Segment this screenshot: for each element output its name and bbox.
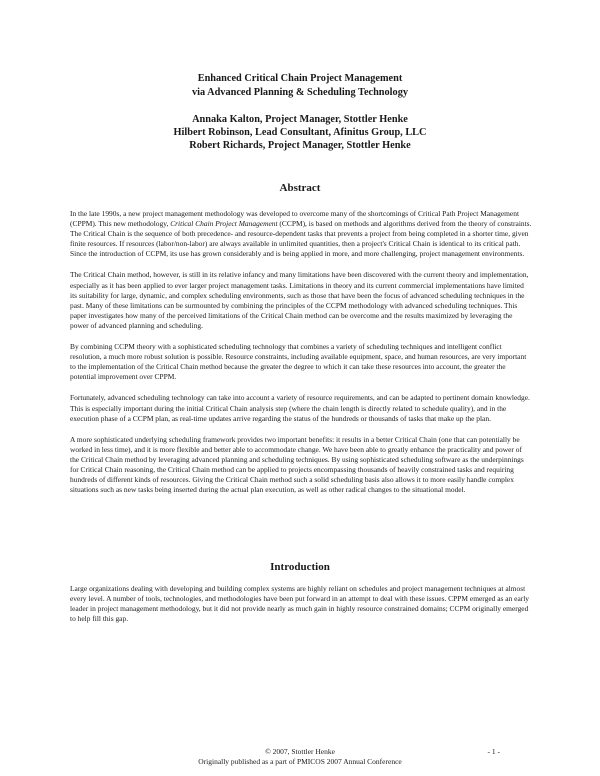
introduction-paragraph-1: Large organizations dealing with developing and building complex systems are highly reliant on schedules and project management techniques at almost every level. A number of tools, technologies, and methodologies have been put forward in an attempt to deal with these issues. CPPM emerged as an early leader in project management methodology, but it did not provide nearly as much gain in highly resource constrained domains; CCPM originally emerged to help fill this gap. bbox=[70, 584, 530, 624]
abstract-paragraph-1-text-a: In the late 1990s, a new project management methodology was developed to overcome many of the shortcomings of Critical Path Project Management (CPPM). This new methodology, bbox=[70, 209, 520, 229]
abstract-paragraph-2: The Critical Chain method, however, is still in its relative infancy and many limitations have been discovered with the current theory and implementation, especially as it has been applied to ever larger project management tasks. Limitations in theory and its current commercial implementations have limited its suitability for large, dynamic, and complex scheduling environments, such as those that have been the focus of advanced scheduling techniques in the past. Many of these limitations can be surmounted by combining the principles of the CCPM methodology with advanced scheduling techniques. This paper investigates how many of the perceived limitations of the Critical Chain method can be overcome and the results maximized by leveraging the power of advanced planning and scheduling. bbox=[70, 270, 529, 330]
abstract-paragraph-4: Fortunately, advanced scheduling technology can take into account a variety of resource requirements, and can be adapted to pertinent domain knowledge. This is especially important during the initial Critical Chain analysis step (where the chain length is directly related to schedule quality), and in the execution phase of a CCPM plan, as real-time updates arrive regarding the status of the hundreds or thousands of tasks that make up the plan. bbox=[70, 393, 530, 423]
footer-copyright: © 2007, Stottler Henke bbox=[265, 747, 335, 756]
title-line-1: Enhanced Critical Chain Project Management bbox=[197, 73, 403, 84]
abstract-paragraph-5: A more sophisticated underlying scheduling framework provides two important benefits: it results in a better Critical Chain (one that can potentially be worked in less time), and it is more flexible and better able to accommodate change. We have been able to greatly enhance the practicality and power of the Critical Chain method by leveraging advanced planning and scheduling techniques. By using sophisticated scheduling software as the underpinnings for Critical Chain reasoning, the Critical Chain method can be applied to projects encompassing thousands of heavily constrained tasks and requiring hundreds of different kinds of resources. Giving the Critical Chain method such a solid scheduling basis also allows it to more easily handle complex situations such as new tasks being inserted during the actual plan execution, as well as other radical changes to the situational model. bbox=[70, 434, 524, 495]
abstract-paragraph-1-italic: Critical Chain Project Management bbox=[170, 219, 278, 229]
author-list bbox=[0, 113, 600, 152]
author-1: Annaka Kalton, Project Manager, Stottler Henke bbox=[192, 114, 408, 125]
author-3: Robert Richards, Project Manager, Stottler Henke bbox=[189, 140, 411, 151]
abstract-paragraph-1 bbox=[70, 209, 532, 259]
page-number: - 1 - bbox=[487, 747, 500, 756]
page-footer bbox=[0, 747, 600, 766]
abstract-heading: Abstract bbox=[279, 182, 321, 194]
paper-title bbox=[0, 72, 600, 99]
introduction-body bbox=[70, 584, 532, 635]
introduction-heading: Introduction bbox=[270, 561, 330, 573]
abstract-body bbox=[70, 209, 532, 506]
abstract-paragraph-1-text-b: (CCPM), is based on methods and algorithms derived from the theory of constraints. The Critical Chain is the sequence of both precedence- and resource-dependent tasks that prevents a project from being completed in a shorter time, given finite resources. If resources (labor/non-labor) are always available in unlimited quantities, then a project's Critical Chain is identical to its critical path. Since the introduction of CCPM, its use has grown considerably and is being applied in more, and more challenging, project management environments. bbox=[70, 219, 532, 259]
abstract-paragraph-3: By combining CCPM theory with a sophisticated scheduling technology that combines a variety of scheduling techniques and intelligent conflict resolution, a much more robust solution is possible. Resource constraints, including available equipment, space, and human resources, are very important to the implementation of the Critical Chain method because the greater the degree to which it can take these resources into account, the greater the potential improvement over CPPM. bbox=[70, 342, 527, 382]
footer-published: Originally published as a part of PMICOS 2007 Annual Conference bbox=[198, 756, 402, 766]
title-block bbox=[0, 72, 600, 152]
author-2: Hilbert Robinson, Lead Consultant, Afinitus Group, LLC bbox=[173, 127, 427, 138]
title-line-2: via Advanced Planning & Scheduling Technology bbox=[191, 86, 408, 98]
